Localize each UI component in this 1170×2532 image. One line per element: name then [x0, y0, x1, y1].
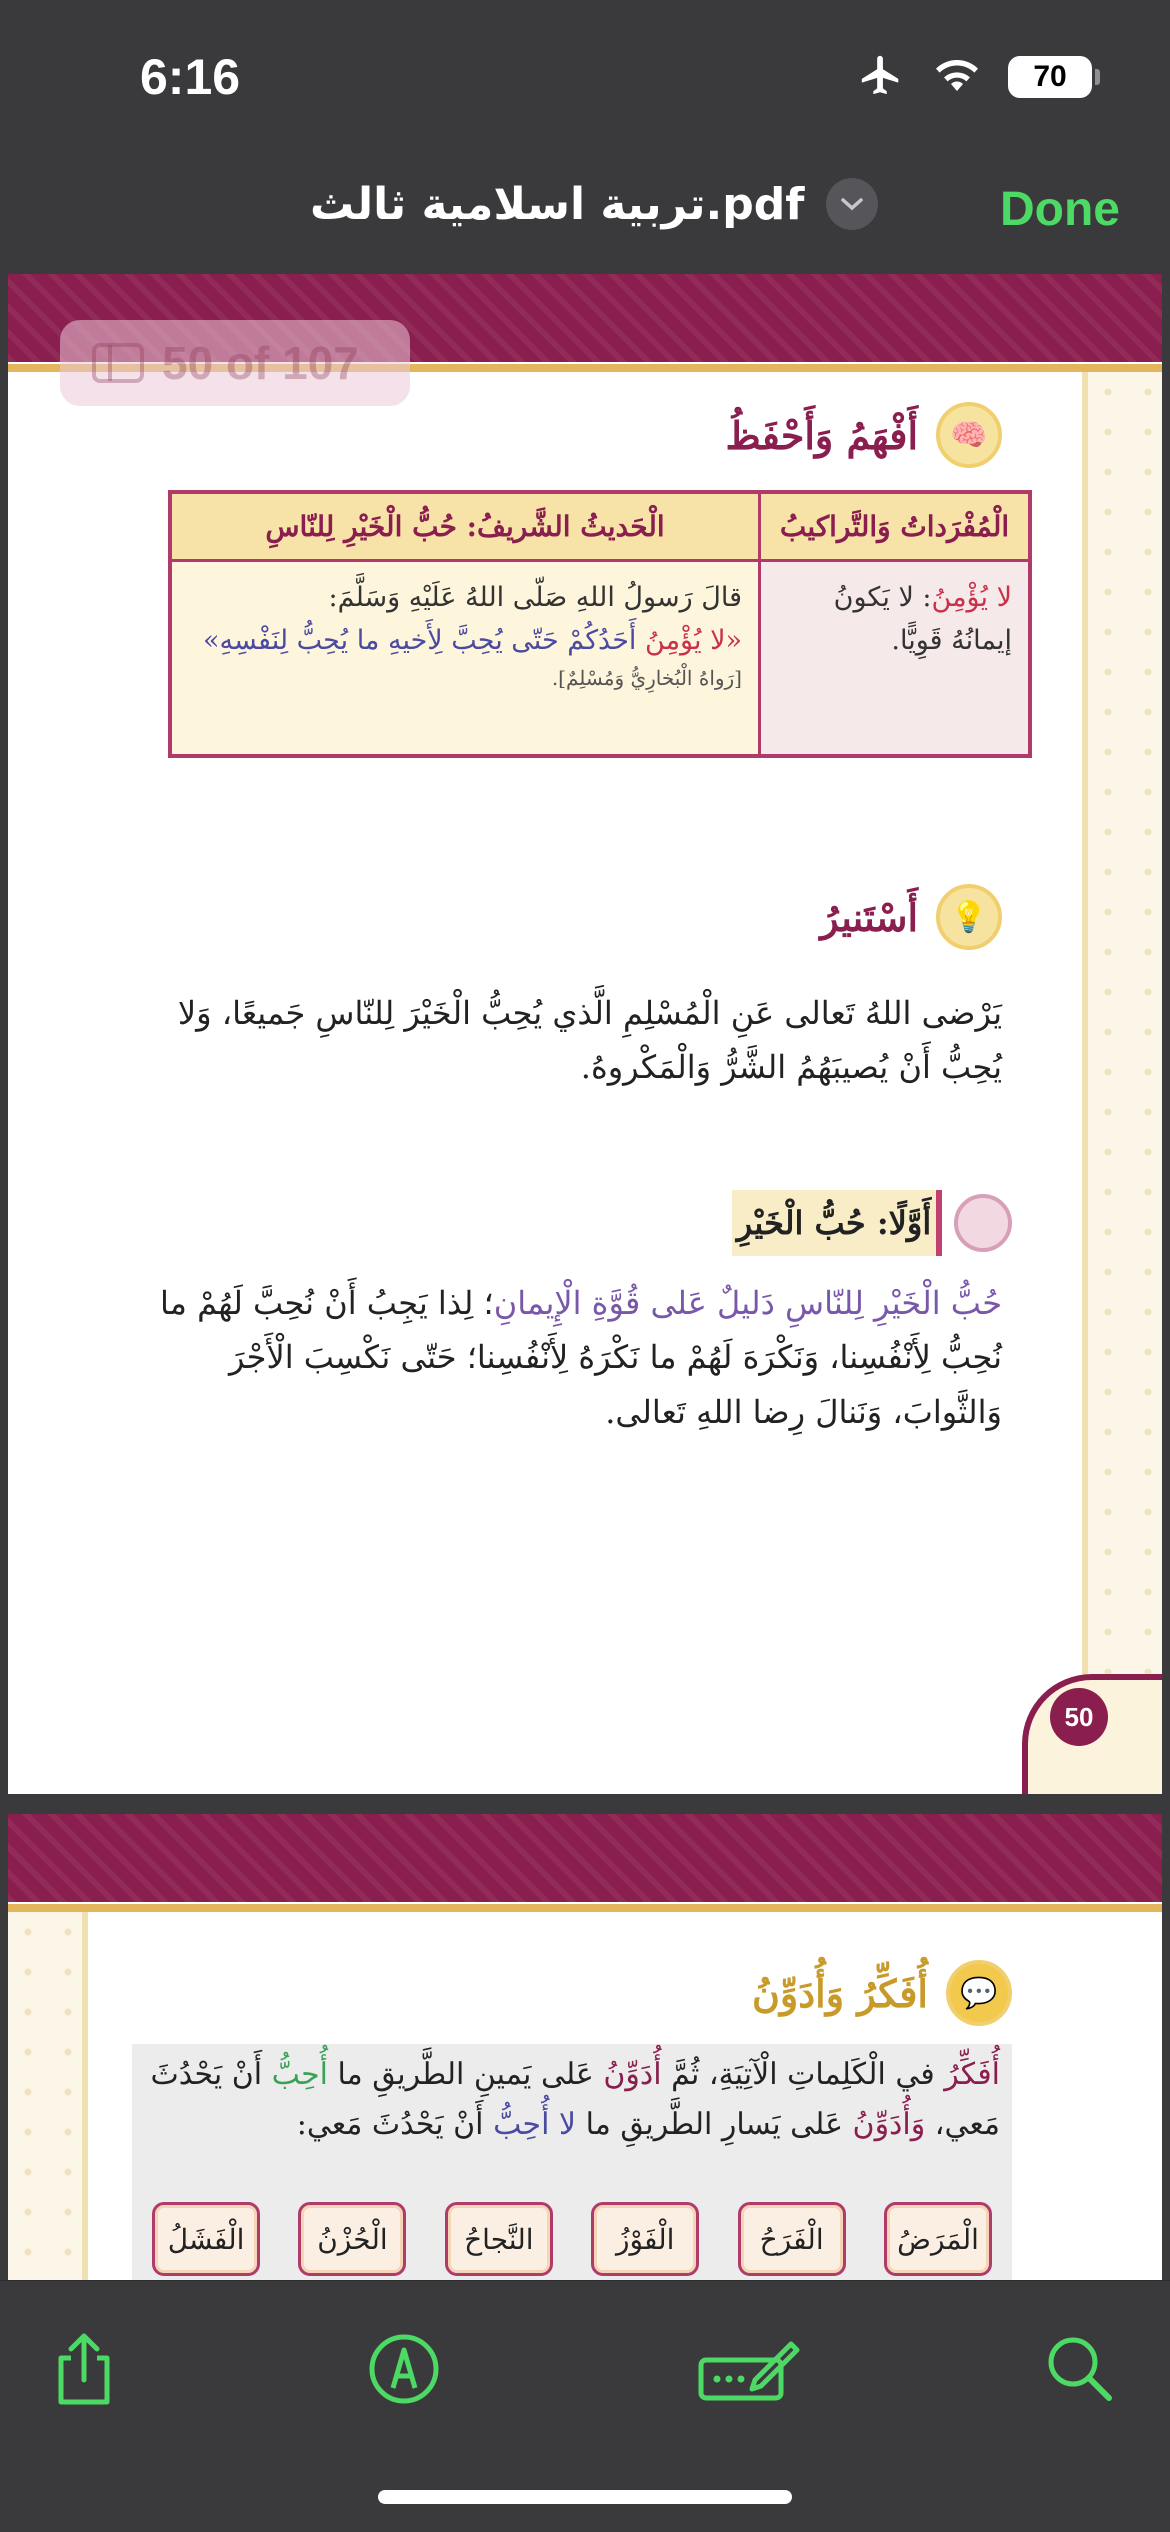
word-chip: الْفَوْزُ: [591, 2202, 699, 2276]
wifi-icon: [932, 55, 982, 99]
vocab-definition: : لا يَكونُ إيمانُهُ قَوِيًّا.: [833, 582, 1012, 657]
table-column-hadith: [172, 494, 758, 754]
pdf-page-50: [8, 274, 1162, 1794]
table-cell-hadith: [172, 562, 758, 754]
home-indicator[interactable]: [378, 2490, 792, 2504]
word-chip: الْمَرَضُ: [884, 2202, 992, 2276]
page-number: 50: [1050, 1688, 1108, 1746]
pdf-viewer[interactable]: [0, 274, 1170, 2280]
instr-text: عَلى يَسارِ الطَّريقِ ما: [576, 2106, 853, 2142]
section-enlighten: [820, 884, 1002, 950]
head-bulb-icon: 🧠: [936, 402, 1002, 468]
form-fill-icon: [697, 2334, 801, 2404]
instr-text: أَنْ يَحْدُثَ مَعي:: [296, 2106, 494, 2142]
search-button[interactable]: [1040, 2329, 1120, 2409]
instr-text: عَلى يَمينِ الطَّريقِ ما: [328, 2057, 604, 2092]
instr-like: أُحِبُّ: [271, 2057, 328, 2092]
hadith-text-blue: أَحَدُكُمْ حَتّى يُحِبَّ لِأَخيهِ ما يُحِبُّ لِنَفْسِهِ»: [202, 625, 646, 657]
instr-write-2: وَأُدَوِّنُ: [852, 2106, 926, 2142]
page-side-ornament: [1082, 372, 1162, 1794]
word-chips: [152, 2202, 992, 2276]
section-title: أُفَكِّرُ وَأُدَوِّنُ: [752, 1970, 928, 2016]
sidebar-icon: [92, 343, 144, 383]
instr-think: أُفَكِّرُ: [944, 2057, 1000, 2092]
document-title: تربية اسلامية ثالث.pdf: [310, 178, 805, 230]
section-title: أَفْهَمُ وَأَحْفَظُ: [725, 412, 918, 458]
table-cell-vocabulary: [761, 562, 1028, 754]
chevron-down-icon[interactable]: [826, 178, 878, 230]
status-icons: [856, 52, 1092, 102]
vocab-term: لا يُؤْمِنُ: [931, 582, 1012, 613]
word-chip: الْحُزْنُ: [298, 2202, 406, 2276]
share-icon: [49, 2332, 119, 2406]
instr-write: أُدَوِّنُ: [603, 2057, 662, 2092]
word-chip: النَّجاحُ: [445, 2202, 553, 2276]
highlighted-phrase: حُبُّ الْخَيْرِ لِلنّاسِ دَليلٌ عَلى قُوَّةِ الْإِيمانِ: [493, 1284, 1002, 1322]
love-good-paragraph: [132, 1276, 1002, 1439]
page-header-line: [8, 1904, 1162, 1912]
markup-button[interactable]: [364, 2329, 444, 2409]
search-icon: [1045, 2334, 1115, 2404]
lightbulb-icon: 💡: [936, 884, 1002, 950]
instr-text: في الْكَلِماتِ الْآتِيَةِ، ثُمَّ: [661, 2057, 945, 2092]
battery-indicator: 70: [1008, 56, 1092, 98]
hadith-text-red: «لا يُؤْمِنُ: [645, 625, 742, 657]
form-fill-button[interactable]: [694, 2329, 804, 2409]
airplane-icon: [856, 52, 906, 102]
table-column-vocabulary: [758, 494, 1028, 754]
table-header-hadith: الْحَديثُ الشَّريفُ: حُبُّ الْخَيْرِ لِلنّاسِ: [172, 494, 758, 562]
page-header-band: [8, 1814, 1162, 1902]
paragraph-rest: ؛ لِذا يَجِبُ أَنْ نُحِبَّ لَهُمْ ما نُحِبُّ لِأَنْفُسِنا، وَنَكْرَهَ لَهُمْ ما نَكْرَهُ لِأَنْفُسِنا؛ حَتّى نَكْسِبَ الْأَجْرَ وَالثَّوابَ، وَنَنالَ رِضا اللهِ تَعالى.: [160, 1284, 1002, 1431]
enlighten-paragraph: يَرْضى اللهُ تَعالى عَنِ الْمُسْلِمِ الَّذي يُحِبُّ الْخَيْرَ لِلنّاسِ جَميعًا، وَلا يُحِبُّ أَنْ يُصيبَهُمُ الشَّرُّ وَالْمَكْروهُ.: [177, 994, 1002, 1087]
activity-box: [132, 2044, 1012, 2280]
activity-instructions: [140, 2050, 1000, 2149]
table-header-vocabulary: الْمُفْرَداتُ وَالتَّراكيبُ: [761, 494, 1028, 562]
instr-text: أَنْ يَحْدُثَ مَعي،: [150, 2057, 1000, 2142]
section-understand-memorize: [726, 402, 1002, 468]
hadith-source: [رَواهُ الْبُخارِيُّ وَمُسْلِمٌ].: [551, 666, 742, 691]
nav-bar: [0, 150, 1170, 274]
status-bar: [0, 0, 1170, 150]
section-think-write: [752, 1960, 1012, 2026]
share-button[interactable]: [44, 2329, 124, 2409]
page-side-ornament: [8, 1912, 88, 2280]
markup-pen-icon: [367, 2332, 441, 2406]
pdf-page-51: [8, 1814, 1162, 2280]
word-chip: الْفَشَلُ: [152, 2202, 260, 2276]
done-button[interactable]: Done: [1000, 183, 1120, 236]
page-indicator-text: 50 of 107: [162, 337, 359, 389]
word-chip: الْفَرَحُ: [738, 2202, 846, 2276]
hadith-intro: قالَ رَسولُ اللهِ صَلّى اللهُ عَلَيْهِ وَسَلَّمَ:: [328, 582, 742, 613]
speech-bubble-icon: 💬: [946, 1960, 1012, 2026]
star-ornament-icon: [954, 1194, 1012, 1252]
page-indicator[interactable]: [60, 320, 410, 406]
instr-dislike: لا أُحِبُّ: [493, 2106, 577, 2142]
subsection-title: أَوَّلًا: حُبُّ الْخَيْرِ: [732, 1190, 942, 1256]
section-title: أَسْتَنيرُ: [820, 894, 918, 940]
document-title-button[interactable]: [310, 178, 878, 230]
status-time: 6:16: [140, 49, 241, 105]
hadith-table: [168, 490, 1032, 758]
